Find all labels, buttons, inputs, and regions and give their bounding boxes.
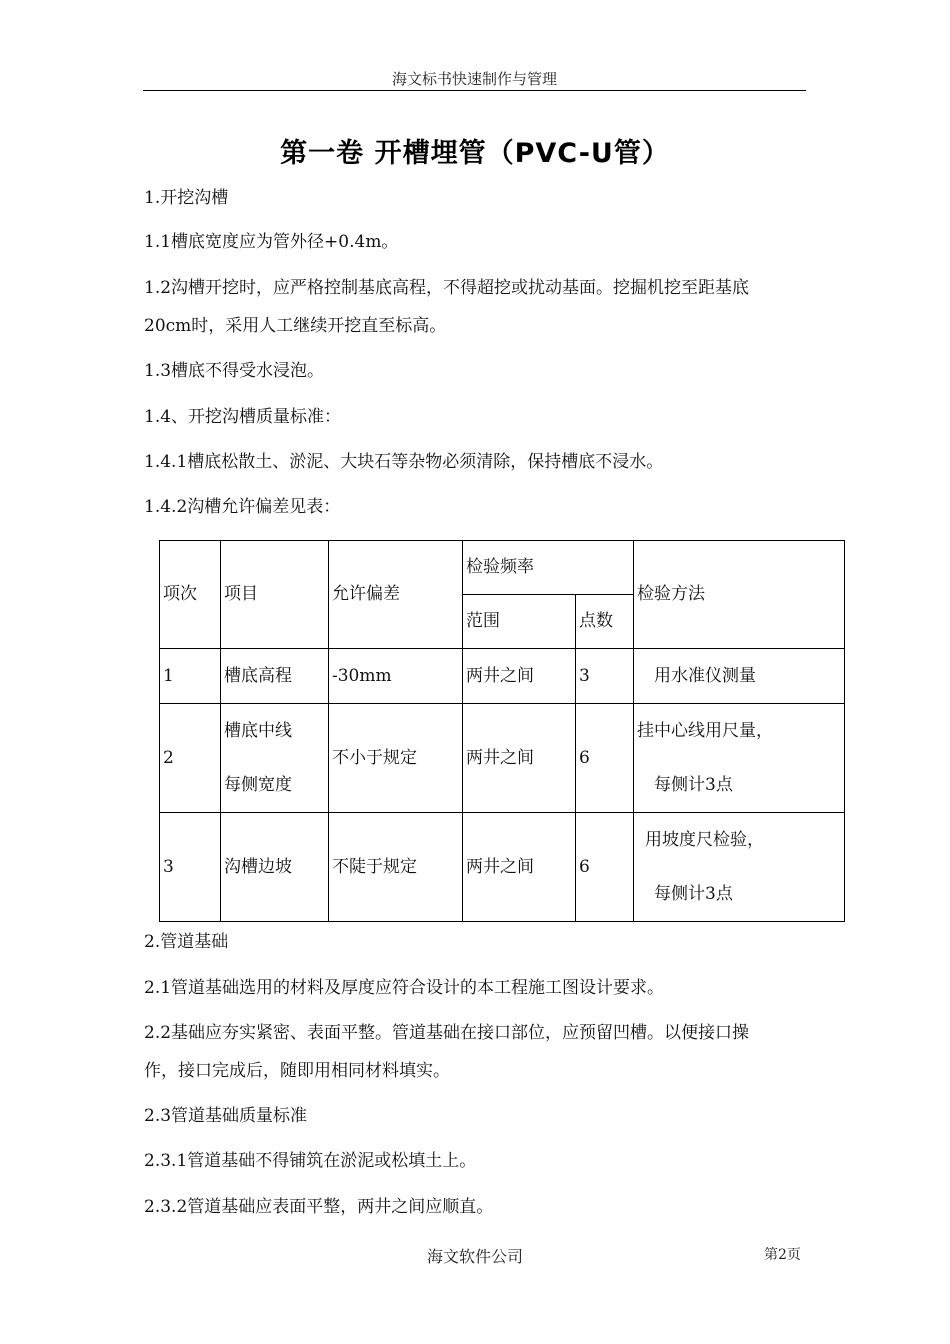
header-item-no: 项次 [160,541,221,649]
table-row [160,813,845,922]
table-row [160,649,845,704]
paragraph-2-2-line1: 2.2基础应夯实紧密、表面平整。管道基础在接口部位，应预留凹槽。以便接口操 [144,1023,750,1043]
cell-no: 3 [160,813,221,922]
footer-company: 海文软件公司 [426,1247,523,1266]
paragraph-1-4: 1.4、开挖沟槽质量标准： [144,407,342,427]
document-title: 第一卷 开槽埋管（PVC-U管） [280,138,670,169]
cell-method: 用水准仪测量 [634,649,845,704]
header-tolerance: 允许偏差 [329,541,463,649]
paragraph-1-1: 1.1槽底宽度应为管外径+0.4m。 [144,232,399,252]
cell-tolerance: 不陡于规定 [329,813,463,922]
paragraph-1: 1.开挖沟槽 [144,188,229,208]
page-number: 第2页 [764,1247,801,1263]
cell-method-line1: 用坡度尺检验， [645,830,764,850]
cell-no: 2 [160,704,221,813]
cell-method [634,813,845,922]
cell-item-line2: 每侧宽度 [224,775,292,795]
tolerance-table [159,540,845,922]
paragraph-1-2-line2: 20cm时，采用人工继续开挖直至标高。 [144,316,447,336]
cell-points: 6 [576,704,634,813]
paragraph-2-3: 2.3管道基础质量标准 [144,1106,308,1126]
paragraph-2: 2.管道基础 [144,932,229,952]
page-header: 海文标书快速制作与管理 [391,70,557,88]
cell-range: 两井之间 [463,649,576,704]
header-divider [143,90,806,91]
paragraph-2-2-line2: 作，接口完成后，随即用相同材料填实。 [144,1061,450,1081]
table-header-row [160,541,845,595]
cell-range: 两井之间 [463,704,576,813]
cell-item: 槽底高程 [221,649,329,704]
cell-method-line2: 每侧计3点 [654,775,733,795]
header-range: 范围 [463,595,576,649]
cell-range: 两井之间 [463,813,576,922]
header-item: 项目 [221,541,329,649]
paragraph-2-3-2: 2.3.2管道基础应表面平整，两井之间应顺直。 [144,1197,494,1217]
cell-method [634,704,845,813]
paragraph-1-2-line1: 1.2沟槽开挖时，应严格控制基底高程，不得超挖或扰动基面。挖掘机挖至距基底 [144,278,750,298]
header-points: 点数 [576,595,634,649]
cell-item-line1: 槽底中线 [224,721,292,741]
cell-points: 6 [576,813,634,922]
cell-no: 1 [160,649,221,704]
paragraph-2-1: 2.1管道基础选用的材料及厚度应符合设计的本工程施工图设计要求。 [144,978,665,998]
cell-points: 3 [576,649,634,704]
paragraph-1-3: 1.3槽底不得受水浸泡。 [144,361,325,381]
header-method: 检验方法 [634,541,845,649]
cell-method-line2: 每侧计3点 [654,884,733,904]
paragraph-1-4-1: 1.4.1槽底松散土、淤泥、大块石等杂物必须清除，保持槽底不浸水。 [144,452,664,472]
cell-method-line1: 挂中心线用尺量， [637,721,773,741]
cell-tolerance: -30mm [329,649,463,704]
table-row [160,704,845,813]
paragraph-2-3-1: 2.3.1管道基础不得铺筑在淤泥或松填土上。 [144,1151,477,1171]
cell-item: 沟槽边坡 [221,813,329,922]
paragraph-1-4-2: 1.4.2沟槽允许偏差见表： [144,497,341,517]
cell-item [221,704,329,813]
header-frequency: 检验频率 [463,541,634,595]
cell-tolerance: 不小于规定 [329,704,463,813]
